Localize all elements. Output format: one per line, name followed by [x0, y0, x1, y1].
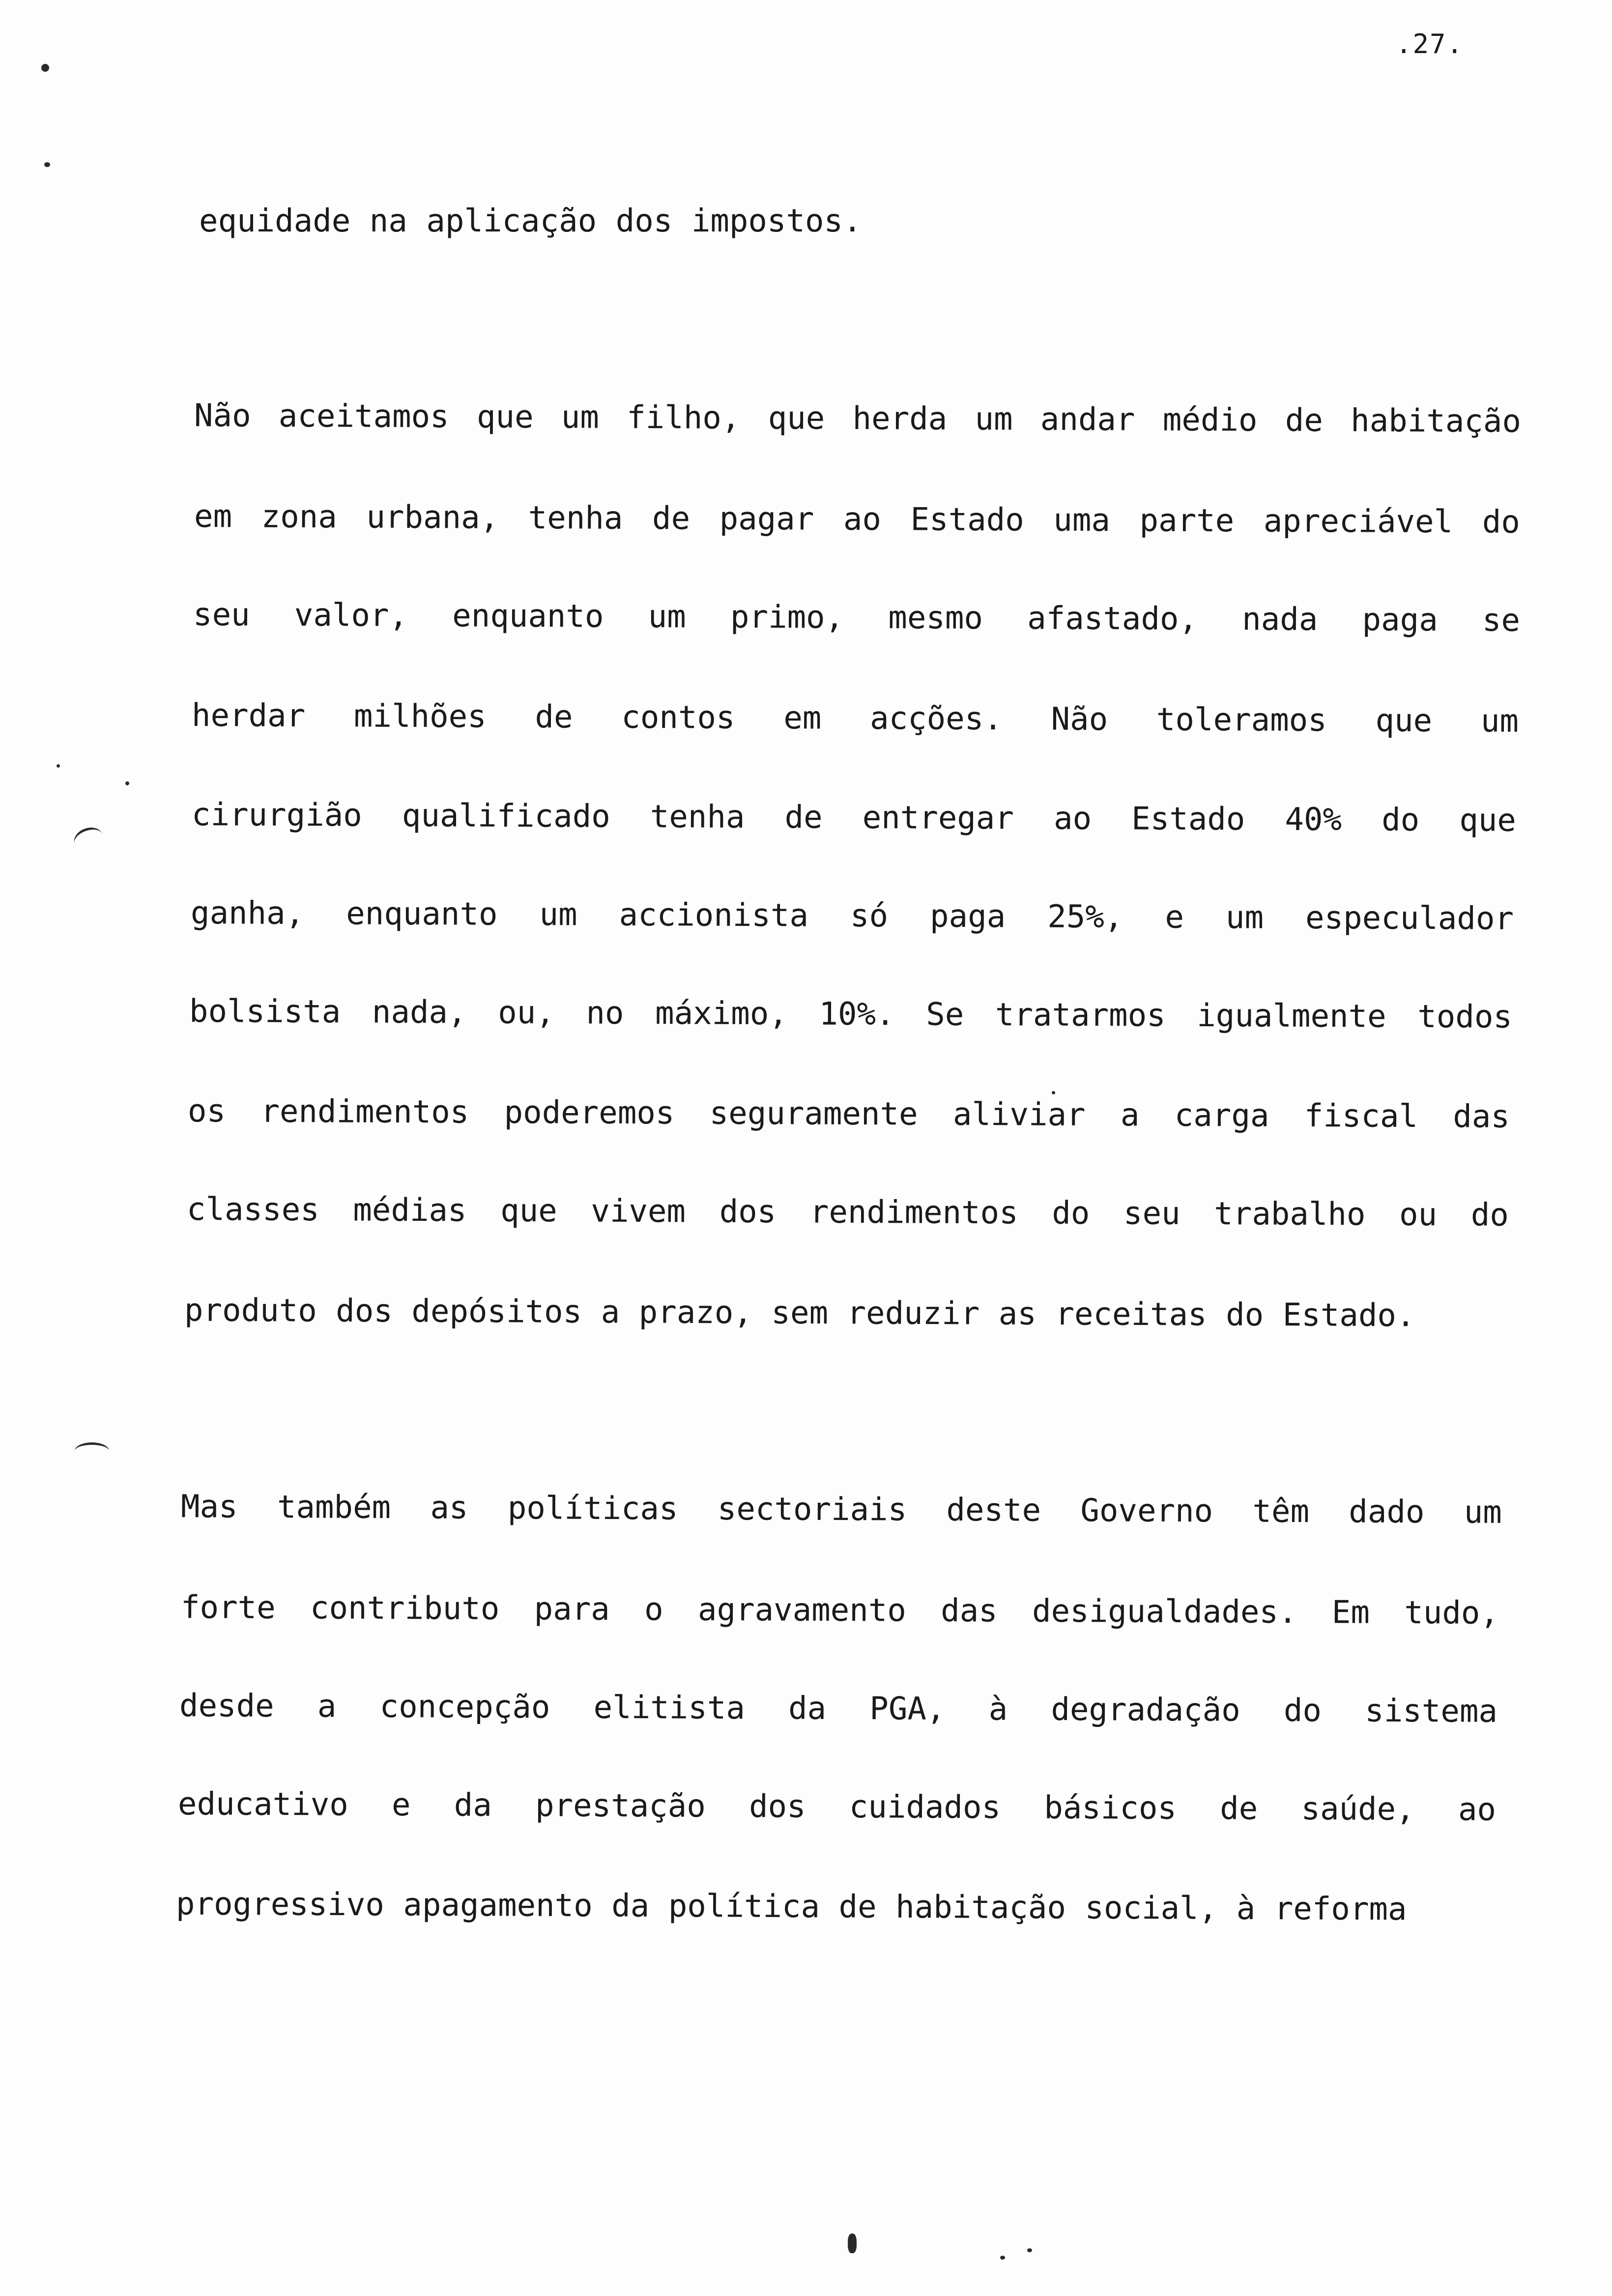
text-line — [191, 897, 1514, 935]
word: toleramos — [1156, 701, 1327, 739]
word: do — [1470, 1197, 1509, 1234]
word: valor, — [294, 597, 408, 634]
word: a — [317, 1688, 337, 1725]
word: das — [1453, 1098, 1510, 1135]
word: sistema — [1365, 1693, 1498, 1730]
word: herdar — [191, 697, 306, 735]
word: de — [1220, 1790, 1258, 1827]
word: em — [194, 498, 232, 535]
word: contributo — [310, 1590, 500, 1627]
word: nada, — [372, 994, 467, 1031]
word: seu — [1123, 1195, 1180, 1232]
word: das — [941, 1592, 998, 1630]
word: Estado — [1131, 801, 1245, 838]
word: que — [768, 400, 825, 437]
word: que — [500, 1192, 557, 1230]
word: sectoriais — [717, 1491, 907, 1528]
word: bolsista — [189, 993, 341, 1031]
word: máximo, — [655, 995, 788, 1033]
word: aceitamos — [278, 398, 449, 435]
scan-mark — [71, 824, 106, 855]
text-line — [191, 797, 1517, 839]
word: um — [539, 896, 577, 933]
text-line — [193, 597, 1521, 639]
text-line — [194, 398, 1522, 440]
word: filho, — [627, 399, 741, 436]
word: ao — [1458, 1791, 1497, 1828]
word: têm — [1252, 1493, 1310, 1530]
word: poderemos — [504, 1094, 675, 1132]
word: agravamento — [697, 1591, 907, 1629]
word: o — [644, 1591, 663, 1628]
word: desigualdades. — [1032, 1593, 1297, 1631]
word: um — [1480, 703, 1519, 740]
text-line — [189, 993, 1513, 1035]
word: trabalho — [1214, 1196, 1366, 1233]
word: políticas — [507, 1490, 678, 1527]
word: tenha — [528, 500, 623, 537]
word: os — [187, 1093, 226, 1130]
word: seu — [193, 597, 250, 633]
word: cuidados — [849, 1789, 1001, 1826]
scan-speck — [848, 2234, 857, 2253]
word: 40% — [1285, 801, 1342, 838]
text-line — [191, 697, 1519, 740]
word: Não — [1051, 701, 1108, 738]
text-line — [178, 1788, 1496, 1826]
scan-speck — [57, 764, 60, 768]
word: Não — [194, 398, 251, 434]
word: se — [1482, 602, 1521, 639]
word: degradação — [1051, 1691, 1240, 1729]
word: parte — [1139, 502, 1235, 540]
word: do — [1283, 1692, 1322, 1729]
scan-speck — [125, 781, 129, 785]
word: de — [652, 500, 691, 537]
word: acções. — [869, 700, 1003, 738]
word: fiscal — [1304, 1098, 1418, 1135]
word: cirurgião — [191, 797, 362, 834]
scan-speck — [1027, 2248, 1032, 2252]
word: enquanto — [452, 598, 604, 635]
text-line — [180, 1589, 1499, 1632]
text-line — [188, 1095, 1510, 1133]
word: carga — [1174, 1097, 1269, 1134]
word: seguramente — [709, 1095, 918, 1133]
word: dos — [719, 1193, 777, 1231]
scan-speck — [44, 162, 50, 167]
word: tudo, — [1404, 1595, 1499, 1632]
word: PGA, — [869, 1691, 946, 1727]
word: da — [788, 1690, 827, 1727]
word: ou, — [498, 994, 555, 1032]
word: que — [1375, 702, 1433, 740]
text-line — [179, 1688, 1498, 1730]
word: deste — [946, 1492, 1041, 1529]
word: que — [476, 399, 534, 436]
word: Se — [926, 996, 964, 1033]
word: enquanto — [346, 895, 498, 933]
word: especulador — [1305, 900, 1514, 937]
word: ao — [1053, 800, 1092, 837]
word: contos — [621, 699, 735, 736]
word: paga — [1362, 602, 1438, 639]
word: classes — [186, 1191, 319, 1229]
word: de — [535, 699, 573, 736]
word: um — [1225, 899, 1264, 936]
word: elitista — [593, 1689, 746, 1727]
word: Mas — [180, 1489, 238, 1525]
word: à — [988, 1691, 1008, 1728]
word: Governo — [1080, 1492, 1213, 1530]
word: um — [561, 399, 600, 436]
word: apreciável — [1263, 503, 1453, 541]
word: igualmente — [1197, 998, 1386, 1035]
word: a — [1120, 1097, 1140, 1134]
word: Estado — [910, 501, 1024, 539]
word: concepção — [379, 1688, 550, 1726]
word: tenha — [650, 799, 745, 836]
word: milhões — [353, 698, 487, 735]
word: e — [391, 1787, 411, 1824]
word: rendimentos — [260, 1093, 469, 1131]
word: qualificado — [402, 797, 610, 835]
word: um — [975, 401, 1013, 438]
word: afastado, — [1027, 600, 1198, 638]
word: zona — [261, 498, 337, 536]
word: que — [1459, 802, 1517, 839]
word: do — [1382, 802, 1420, 839]
word: de — [1285, 402, 1324, 439]
word: accionista — [619, 896, 809, 934]
word: da — [454, 1787, 492, 1824]
word: dado — [1349, 1493, 1425, 1531]
word: ou — [1399, 1196, 1438, 1234]
word: só — [850, 897, 889, 935]
word: ao — [843, 501, 882, 538]
word: tratarmos — [995, 997, 1166, 1034]
word: urbana, — [366, 499, 499, 536]
word: prestação — [535, 1787, 706, 1825]
word: rendimentos — [809, 1194, 1018, 1232]
word: um — [648, 599, 686, 635]
scan-speck — [1000, 2256, 1005, 2260]
word: herda — [852, 400, 948, 437]
text-line — [180, 1489, 1502, 1531]
word: habitação — [1351, 402, 1522, 440]
word: vivem — [591, 1193, 686, 1230]
text-line: produto dos depósitos a prazo, sem reduzir as receitas do Estado. — [184, 1292, 1415, 1334]
word: 25%, — [1047, 898, 1123, 936]
word: as — [430, 1490, 468, 1526]
word: nada — [1242, 601, 1318, 638]
text-line: progressivo apagamento da política de habitação social, à reforma — [175, 1886, 1407, 1928]
page-number: .27. — [1396, 29, 1464, 59]
word: todos — [1417, 999, 1513, 1035]
word: uma — [1053, 502, 1111, 539]
word: educativo — [177, 1786, 348, 1823]
word: paga — [929, 898, 1006, 935]
word: primo, — [730, 599, 844, 636]
word: médio — [1162, 402, 1258, 439]
word: em — [783, 700, 822, 737]
word: desde — [179, 1688, 274, 1724]
text-line — [186, 1191, 1509, 1234]
word: mesmo — [888, 600, 983, 637]
text-line: equidade na aplicação dos impostos. — [199, 203, 862, 239]
scan-speck — [1052, 1091, 1055, 1094]
word: do — [1052, 1195, 1090, 1232]
word: dos — [748, 1788, 806, 1825]
word: também — [277, 1489, 391, 1526]
word: médias — [353, 1192, 467, 1229]
word: e — [1165, 899, 1184, 936]
word: aliviar — [952, 1096, 1086, 1134]
word: um — [1464, 1494, 1502, 1531]
word: andar — [1040, 401, 1135, 438]
word: forte — [180, 1589, 276, 1626]
word: básicos — [1044, 1789, 1177, 1827]
word: 10%. — [819, 996, 895, 1033]
word: Em — [1331, 1594, 1370, 1631]
word: ganha, — [190, 895, 305, 932]
scan-speck — [41, 64, 49, 72]
word: saúde, — [1301, 1791, 1415, 1828]
word: entregar — [862, 800, 1014, 837]
word: no — [586, 995, 624, 1032]
word: pagar — [719, 500, 814, 538]
text-line — [194, 498, 1521, 541]
scan-mark — [75, 1442, 109, 1460]
word: do — [1482, 504, 1521, 541]
word: de — [784, 799, 823, 836]
word: para — [534, 1591, 610, 1628]
